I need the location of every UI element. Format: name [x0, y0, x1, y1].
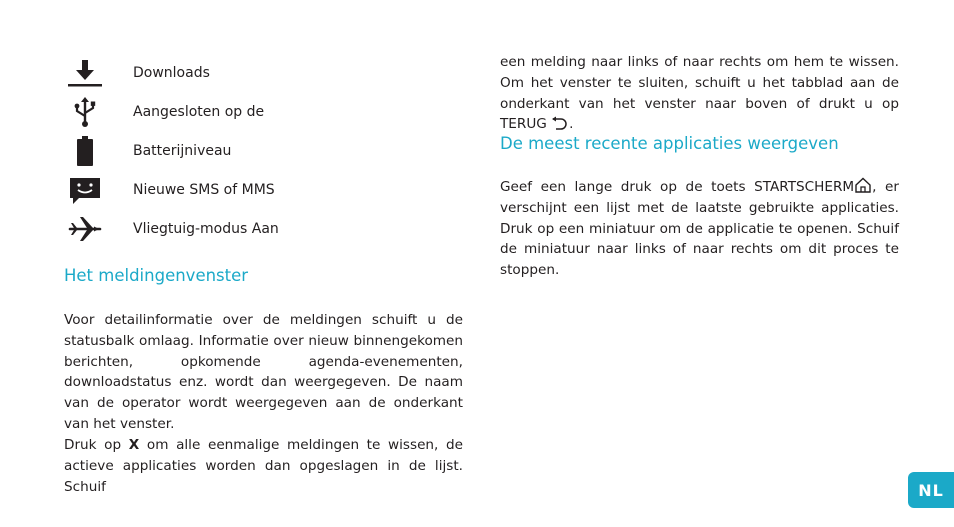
- status-row-usb: [67, 96, 265, 128]
- back-icon: [551, 116, 569, 130]
- usb-icon: [67, 96, 103, 128]
- section-heading-notifications: Het meldingenvenster: [64, 266, 249, 285]
- dismiss-paragraph: [500, 52, 899, 135]
- status-label: Nieuwe SMS of MMS: [133, 182, 275, 198]
- status-row-message: [67, 174, 275, 206]
- section-heading-recent-apps: De meest recente applicaties weergeven: [500, 134, 839, 153]
- clear-text: [64, 435, 463, 497]
- recent-apps-text: [500, 177, 899, 281]
- dismiss-text-end: .: [569, 116, 574, 133]
- clear-x-key: X: [128, 437, 140, 453]
- status-row-battery: [67, 135, 232, 167]
- notifications-paragraph: [64, 310, 463, 435]
- clear-paragraph: [64, 435, 463, 497]
- status-label: Vliegtuig-modus Aan: [133, 221, 279, 237]
- clear-text-before: Druk op: [64, 437, 129, 453]
- dismiss-text: [500, 52, 899, 135]
- recent-apps-text-after: , er verschijnt een lijst met de laatste gebruikte applicaties. Druk op een miniatuur om de applicatie te openen. Schuif de miniatuur naar links of naar rechts om dit proces te stoppen.: [500, 179, 899, 279]
- airplane-icon: [67, 213, 103, 245]
- status-row-downloads: [67, 57, 210, 89]
- dismiss-text-main: een melding naar links of naar rechts om hem te wissen. Om het venster te sluiten, schuift u het tabblad aan de onderkant van het venster naar boven of drukt u op TERUG: [500, 54, 899, 133]
- recent-apps-paragraph: [500, 177, 899, 281]
- status-label: Batterijniveau: [133, 143, 232, 159]
- status-row-airplane: [67, 213, 279, 245]
- clear-text-after: om alle eenmalige meldingen te wissen, de actieve applicaties worden dan opgeslagen in de lijst. Schuif: [64, 437, 463, 495]
- status-label: Downloads: [133, 65, 210, 81]
- message-icon: [67, 174, 103, 206]
- status-label: Aangesloten op de: [133, 104, 265, 120]
- recent-apps-text-before: Geef een lange druk op de toets STARTSCHERM: [500, 179, 855, 195]
- home-icon: [854, 177, 872, 193]
- notifications-text-1: Voor detailinformatie over de meldingen schuift u de statusbalk omlaag. Informatie over nieuw binnengekomen berichten, opkomende agenda-evenementen, downloadstatus enz. wordt dan weergegeven. De naam van de operator wordt weergegeven aan de onderkant van het venster.: [64, 312, 463, 432]
- battery-icon: [67, 135, 103, 167]
- download-icon: [67, 57, 103, 89]
- language-badge: NL: [908, 472, 954, 508]
